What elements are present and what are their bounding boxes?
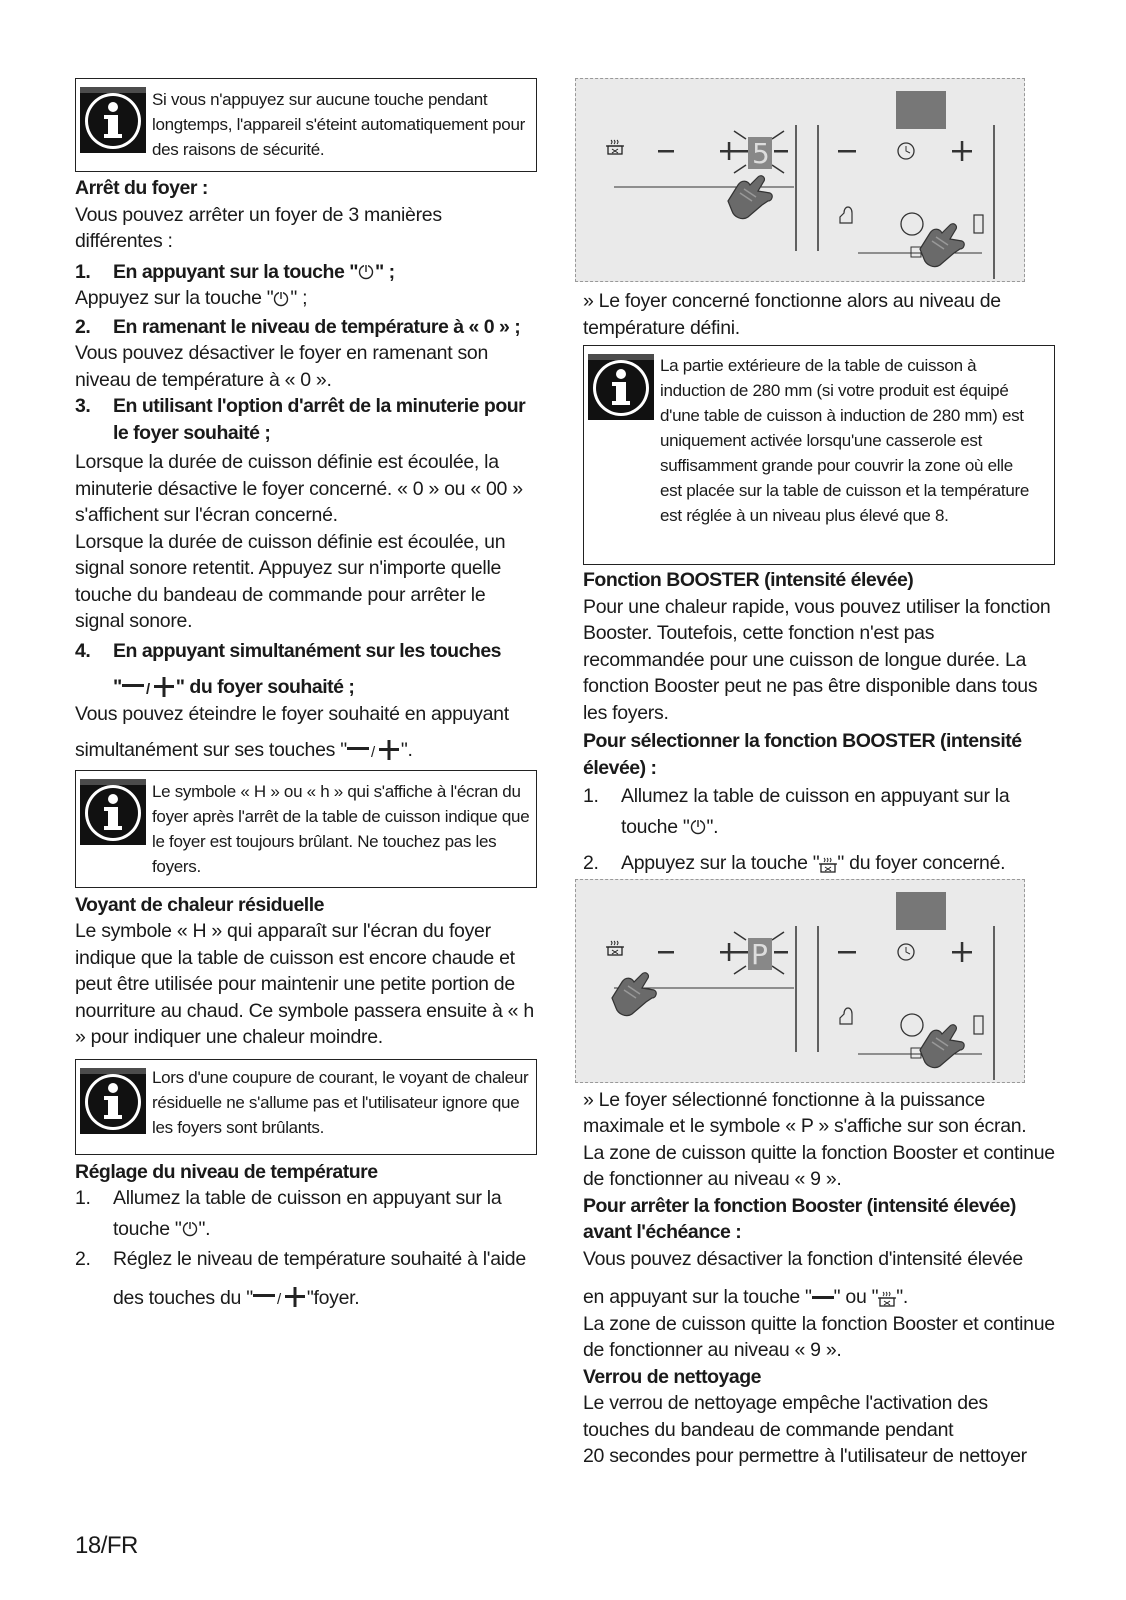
section-heading-select-booster: Pour sélectionner la fonction BOOSTER (intensité élevée) : xyxy=(583,730,1022,779)
section-heading-verrou: Verrou de nettoyage xyxy=(583,1365,761,1388)
lock-icon xyxy=(974,1016,983,1034)
info-box-280mm xyxy=(583,345,1055,565)
page-number: 18/FR xyxy=(75,1532,138,1559)
section-heading-stop-booster: Pour arrêter la fonction Booster (intensité élevée) avant l'échéance : xyxy=(583,1194,1016,1243)
info-icon xyxy=(76,1060,152,1154)
power-icon xyxy=(690,818,707,836)
reglage-step-1: touche " ". xyxy=(113,1217,211,1240)
info-icon xyxy=(584,346,660,564)
lock-icon xyxy=(974,215,983,233)
booster-step-1: touche " ". xyxy=(621,815,719,838)
minus-plus-icon xyxy=(253,1287,307,1309)
info-text: Le symbole « H » ou « h » qui s'affiche à l'écran du foyer après l'arrêt de la table de cuisson indique que le foyer est toujours brûlant. Ne touchez pas les foyers. xyxy=(152,781,530,876)
booster-icon xyxy=(606,941,624,955)
step-3-title: 3. En utilisant l'option d'arrêt de la minuterie pour le foyer souhaité ; xyxy=(75,395,526,444)
info-icon xyxy=(76,79,152,171)
paragraph: » Le foyer concerné fonctionne alors au niveau de température défini. xyxy=(583,290,1001,339)
left-column xyxy=(75,78,537,1311)
minus-icon xyxy=(658,951,674,954)
minus-icon xyxy=(658,150,674,153)
reglage-step-1: 1. Allumez la table de cuisson en appuyant sur la xyxy=(75,1187,502,1209)
power-icon xyxy=(182,1220,199,1238)
info-text: La partie extérieure de la table de cuisson à induction de 280 mm (si votre produit est équipé d'une table de cuisson à induction de 280 mm) est uniquement activée lorsqu'une casserole est suffisamment grande pour couvrir la zone où elle est placée sur la table de cuisson et la température est réglée à un niveau plus élevé que 8. xyxy=(660,356,1030,525)
step-4-text: simultanément sur ses touches " ". xyxy=(75,739,413,761)
minus-icon xyxy=(812,1292,834,1304)
booster-icon xyxy=(819,855,837,873)
info-icon xyxy=(76,771,152,887)
step-4-text: Vous pouvez éteindre le foyer souhaité en appuyant xyxy=(75,702,509,725)
minus-plus-icon xyxy=(347,740,401,762)
paragraph: Vous pouvez désactiver la fonction d'intensité élevée xyxy=(583,1247,1023,1270)
power-icon xyxy=(273,290,290,308)
section-heading-arret: Arrêt du foyer : xyxy=(75,177,208,199)
info-box-hot-symbol xyxy=(75,770,537,888)
booster-step-2: 2. Appuyez sur la touche " " du foyer concerné. xyxy=(583,852,1006,874)
reglage-step-2: des touches du " "foyer. xyxy=(113,1286,360,1309)
step-3-text: Lorsque la durée de cuisson définie est écoulée, la minuterie désactive le foyer concerné. « 0 » ou « 00 » s'affichent sur l'écran concerné. xyxy=(75,451,523,526)
booster-icon xyxy=(878,1289,896,1307)
display-digit: 5 xyxy=(752,137,770,170)
power-icon xyxy=(358,263,375,281)
booster-step-1: 1. Allumez la table de cuisson en appuyant sur la xyxy=(583,785,1010,807)
paragraph: Le verrou de nettoyage empêche l'activation des touches du bandeau de commande pendant xyxy=(583,1392,988,1441)
section-heading-reglage: Réglage du niveau de température xyxy=(75,1160,378,1183)
step-2-title: 2. En ramenant le niveau de température à « 0 » ; xyxy=(75,315,521,338)
paragraph: en appuyant sur la touche " " ou " ". xyxy=(583,1286,908,1308)
paragraph: Le symbole « H » qui apparaît sur l'écran du foyer indique que la table de cuisson est encore chaude et peut être utilisée pour maintenir une petite portion de nourriture au chaud. Ce symbole passera ensuite à « h » pour indiquer une chaleur moindre. xyxy=(75,920,534,1048)
paragraph: 20 secondes pour permettre à l'utilisateur de nettoyer xyxy=(583,1445,1027,1467)
control-panel-svg xyxy=(576,880,1024,1082)
control-panel-svg xyxy=(576,79,1024,281)
paragraph: Pour une chaleur rapide, vous pouvez utiliser la fonction Booster. Toutefois, cette fonction n'est pas recommandée pour une cuisson de longue durée. La fonction Booster peut ne pas être disponible dans tous les foyers. xyxy=(583,595,1051,724)
display-digit: P xyxy=(751,937,768,971)
section-heading-booster: Fonction BOOSTER (intensité élevée) xyxy=(583,569,914,591)
step-3-text: Lorsque la durée de cuisson définie est écoulée, un signal sonore retentit. Appuyez sur n'importe quelle touche du bandeau de commande pour arrêter le signal sonore. xyxy=(75,530,506,632)
right-column xyxy=(583,78,1055,1470)
power-icon xyxy=(901,213,923,235)
control-panel-illustration xyxy=(575,78,1025,282)
section-heading-voyant: Voyant de chaleur résiduelle xyxy=(75,893,324,916)
info-box-auto-off xyxy=(75,78,537,172)
paragraph: La zone de cuisson quitte la fonction Booster et continue de fonctionner au niveau « 9 ». xyxy=(583,1312,1055,1361)
paragraph: » Le foyer sélectionné fonctionne à la puissance maximale et le symbole « P » s'affiche sur son écran. xyxy=(583,1088,1027,1137)
reglage-step-2: 2. Réglez le niveau de température souhaité à l'aide xyxy=(75,1248,526,1270)
minus-plus-icon xyxy=(122,677,176,699)
info-text: Lors d'une coupure de courant, le voyant de chaleur résiduelle ne s'allume pas et l'utilisateur ignore que les foyers sont brûlants. xyxy=(152,1067,529,1137)
hand-pointer-icon xyxy=(612,972,656,1015)
control-panel-illustration-booster xyxy=(575,879,1025,1083)
paragraph: Vous pouvez arrêter un foyer de 3 manières différentes : xyxy=(75,203,442,252)
step-1-text: Appuyez sur la touche " " ; xyxy=(75,287,308,309)
info-box-power-cut xyxy=(75,1059,537,1155)
booster-icon xyxy=(606,140,624,154)
step-4-title: 4. En appuyant simultanément sur les touches xyxy=(75,639,502,662)
power-icon xyxy=(901,1014,923,1036)
info-text: Si vous n'appuyez sur aucune touche pendant longtemps, l'appareil s'éteint automatiquement pour des raisons de sécurité. xyxy=(152,90,525,159)
hand-pointer-icon xyxy=(728,176,772,219)
step-2-text: Vous pouvez désactiver le foyer en ramenant son niveau de température à « 0 ». xyxy=(75,342,488,391)
step-4-title: " " du foyer souhaité ; xyxy=(113,676,355,698)
step-1-title: 1. En appuyant sur la touche " " ; xyxy=(75,260,395,283)
paragraph: La zone de cuisson quitte la fonction Booster et continue de fonctionner au niveau « 9 ». xyxy=(583,1141,1055,1190)
